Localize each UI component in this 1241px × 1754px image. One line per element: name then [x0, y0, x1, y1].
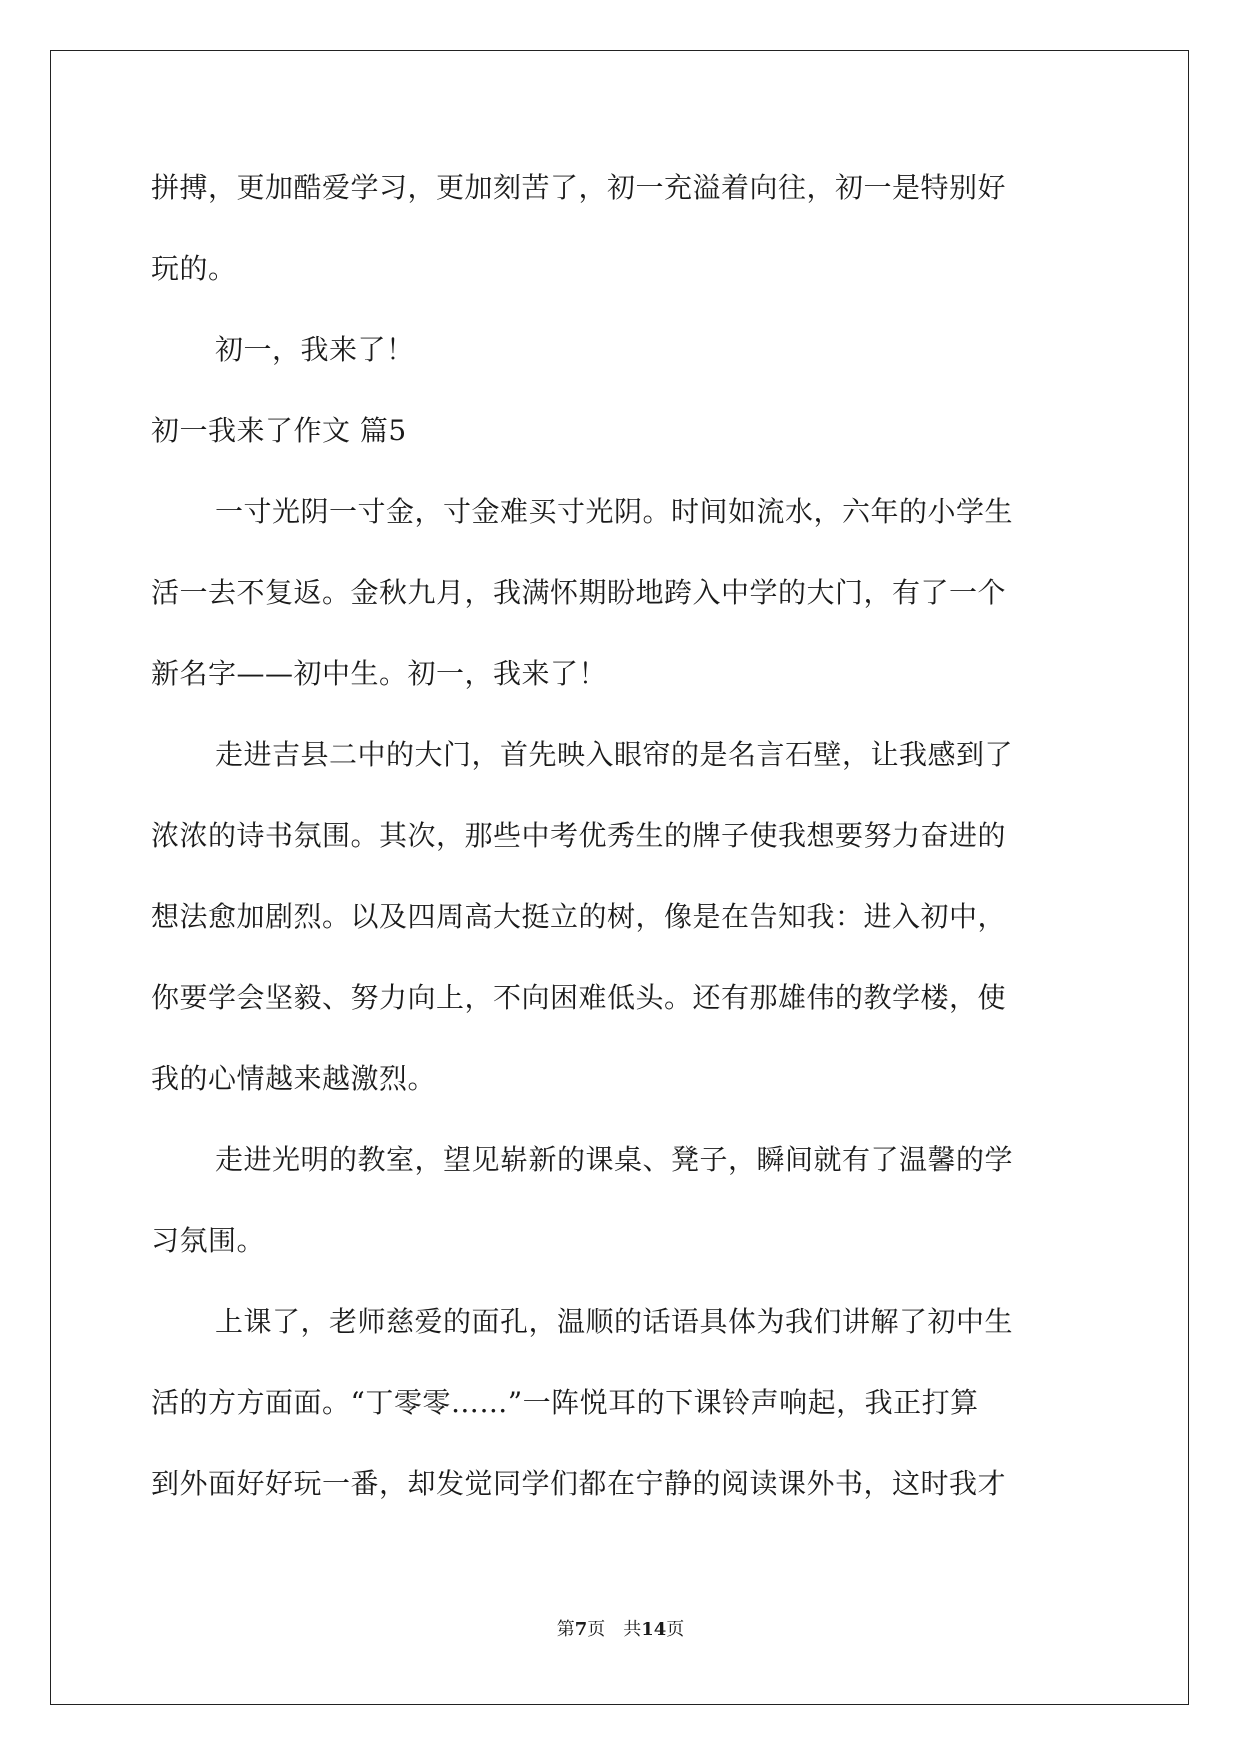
document-body: [151, 147, 1091, 1524]
text-line-11: 你要学会坚毅、努力向上，不向困难低头。还有那雄伟的教学楼，使: [151, 981, 1007, 1014]
text-line-14: 习氛围。: [151, 1224, 266, 1257]
text-line-15: 上课了，老师慈爱的面孔，温顺的话语具体为我们讲解了初中生: [215, 1305, 1014, 1338]
page-suffix: 页: [666, 1619, 685, 1640]
page-total: 14: [641, 1619, 667, 1640]
text-line-10: 想法愈加剧烈。以及四周高大挺立的树，像是在告知我：进入初中，: [151, 900, 1007, 933]
text-line-13: 走进光明的教室，望见崭新的课桌、凳子，瞬间就有了温馨的学: [215, 1143, 1014, 1176]
page-mid: 页 共: [587, 1619, 642, 1640]
text-line-8: 走进吉县二中的大门，首先映入眼帘的是名言石壁，让我感到了: [215, 738, 1014, 771]
text-line-2: 玩的。: [151, 252, 237, 285]
text-line-3: 初一，我来了！: [215, 333, 415, 366]
text-line-17: 到外面好好玩一番，却发觉同学们都在宁静的阅读课外书，这时我才: [151, 1467, 1007, 1500]
text-line-9: 浓浓的诗书氛围。其次，那些中考优秀生的牌子使我想要努力奋进的: [151, 819, 1007, 852]
text-line-7: 新名字——初中生。初一，我来了！: [151, 657, 608, 690]
page-current: 7: [574, 1619, 588, 1640]
text-line-1: 拼搏，更加酷爱学习，更加刻苦了，初一充溢着向往，初一是特别好: [151, 171, 1007, 204]
text-line-12: 我的心情越来越激烈。: [151, 1062, 437, 1095]
page-prefix: 第: [556, 1619, 575, 1640]
section-heading: 初一我来了作文 篇5: [151, 414, 407, 447]
page-footer: [0, 1615, 1241, 1641]
text-line-5: 一寸光阴一寸金，寸金难买寸光阴。时间如流水，六年的小学生: [215, 495, 1014, 528]
text-line-6: 活一去不复返。金秋九月，我满怀期盼地跨入中学的大门，有了一个: [151, 576, 1007, 609]
text-line-16: 活的方方面面。“丁零零……”一阵悦耳的下课铃声响起，我正打算: [151, 1386, 979, 1419]
